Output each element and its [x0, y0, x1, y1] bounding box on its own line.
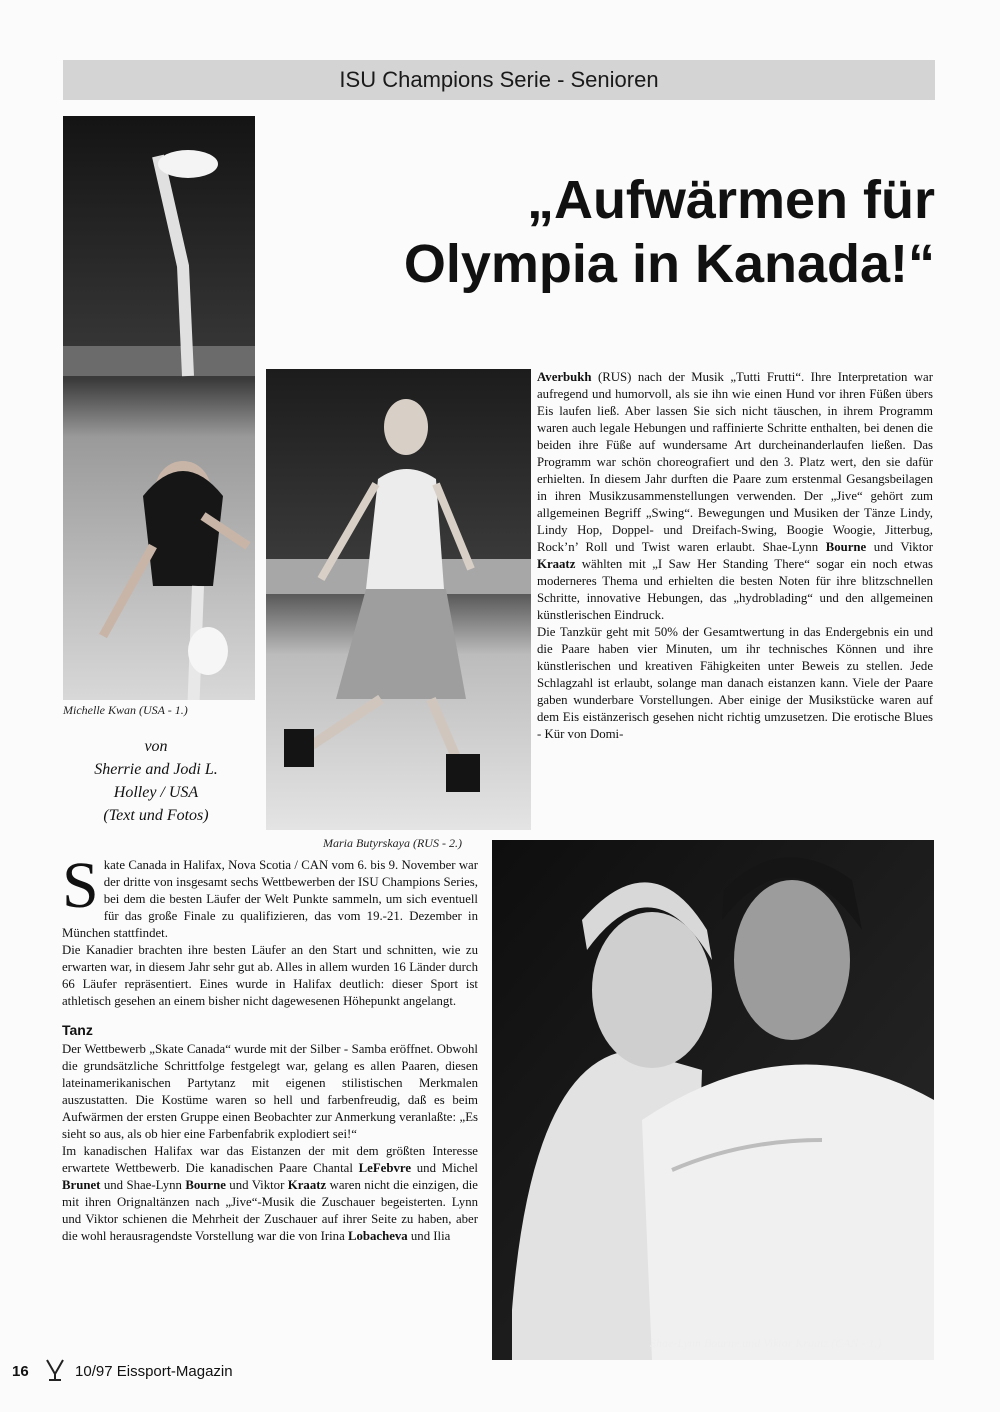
article-right-paragraph-1 — [537, 369, 933, 624]
byline-line-2: Sherrie and Jodi L. — [94, 761, 218, 778]
text-segment: und Viktor — [866, 540, 933, 554]
article-right-column — [537, 369, 933, 743]
headline-line-2: Olympia in Kanada!“ — [403, 234, 935, 294]
name-brunet: Brunet — [62, 1178, 101, 1192]
name-averbukh: Averbukh — [537, 370, 592, 384]
caption-photo-2: Maria Butyrskaya (RUS - 2.) — [323, 836, 462, 850]
issue-label: 10/97 Eissport-Magazin — [75, 1363, 233, 1380]
name-bourne: Bourne — [825, 540, 867, 554]
byline — [66, 735, 246, 827]
name-bourne: Bourne — [185, 1178, 226, 1192]
article-paragraph-2: Die Kanadier brachten ihre besten Läufer an den Start und schnitten, wie zu erwarten war, in diesem Jahr sehr gut ab. Alles in allem wurden 16 Länder durch 66 Läufer repräsentiert. Eines wurde in Halifax deutlich: dieser Sport ist athletisch gesehen an einem bisher nicht dagewesenen Höhepunkt angelangt. — [62, 943, 478, 1008]
article-paragraph-3: Der Wettbewerb „Skate Canada“ wurde mit der Silber - Samba eröffnet. Obwohl die grundsätzliche Schrittfolge festgelegt war, gelang es allen Paaren, diesen lateinamerikanischen Partytanz mit eigenen stilistischen Merkmalen auszustatten. Die Kostüme waren so hell und farbenfreudig, daß es beim Aufwärmen der ersten Gruppe einen Beobachter zur Anmerkung veranlaßte: „Es sieht so aus, als ob hier eine Farbenfabrik explodiert sei!“ — [62, 1042, 478, 1141]
text-segment: kate Canada in Halifax, Nova Scotia / CAN vom 6. bis 9. November war der dritte von insgesamt sechs Wettbewerben der ISU Champions Series, bei dem die besten Läufer der Welt Punkte sammeln, um sich eventuell für das große Finale zu qualifizieren, das vom 19.-21. Dezember in München stattfindet. — [62, 858, 478, 940]
footer — [12, 1358, 233, 1386]
byline-line-4: (Text und Fotos) — [103, 807, 209, 824]
text-segment: und Shae-Lynn — [100, 1178, 186, 1192]
photo-michelle-kwan — [63, 116, 255, 700]
headline-line-1: „Aufwärmen für — [526, 170, 935, 230]
photo-maria-butyrskaya — [266, 369, 531, 830]
name-lefebvre: LeFebvre — [358, 1161, 411, 1175]
name-kraatz: Kraatz — [537, 557, 576, 571]
name-lobacheva: Lobacheva — [347, 1229, 408, 1243]
byline-line-1: von — [144, 738, 168, 755]
article-intro — [62, 849, 478, 942]
text-segment: waren nicht die einzigen, die mit ihren Orignaltänzen nach „Jive“-Musik die Zuschauer begeisterten. Lynn und Viktor schienen die Mehrheit der Zuschauer auf ihrer Seite zu haben, aber die wohl herausragendste Vorstellung war die von Irina — [62, 1178, 478, 1243]
photo-bourne-kraatz — [492, 840, 934, 1360]
caption-photo-3: Shae-Lynn Bourne und Viktor Kraatz (CAN - 1.) — [650, 1336, 882, 1350]
text-segment: und Ilia — [407, 1229, 451, 1243]
article-paragraph-4 — [62, 1143, 478, 1245]
name-kraatz: Kraatz — [287, 1178, 327, 1192]
magazine-logo-icon — [45, 1358, 65, 1386]
dropcap: S — [62, 849, 99, 922]
article-right-paragraph-2: Die Tanzkür geht mit 50% der Gesamtwertung in das Endergebnis ein und die Paare haben vier Minuten, um ihr technisches Können und ihre künstlerischen und kreativen Fähigkeiten unter Beweis zu stellen. Jede Schlagzahl ist erlaubt, solange man danach eistanzen kann. Viele der Paare gaben wunderbare Vorstellungen. Aber einige der Musikstücke waren auf dem Eis eistänzerisch gesehen nicht richtig umzusetzen. Die erotische Blues - Kür von Domi- — [537, 625, 933, 741]
headline — [285, 168, 935, 296]
text-segment: wählten mit „I Saw Her Standing There“ sogar ein noch etwas moderneres Thema und erhielten die besten Noten für ihre blitzschnellen Schritte, innovative Hebungen, das „hydroblading“ und den allgemeinen künstlerischen Eindruck. — [537, 557, 933, 622]
text-segment: Im kanadischen Halifax war das Eistanzen der mit dem größten Interesse erwartete Wettbewerb. Die kanadischen Paare Chantal — [62, 1144, 478, 1175]
text-segment: und Michel — [411, 1161, 478, 1175]
byline-line-3: Holley / USA — [113, 784, 199, 801]
caption-photo-1: Michelle Kwan (USA - 1.) — [63, 703, 188, 717]
section-header: ISU Champions Serie - Senioren — [63, 60, 935, 100]
article-left-column — [62, 849, 478, 1245]
subhead-tanz: Tanz — [62, 1022, 93, 1038]
text-segment: (RUS) nach der Musik „Tutti Frutti“. Ihre Interpretation war aufregend und humorvoll, als sie ihn wie einen Hund vor ihren Füßen übers Eis laufen ließ. Aber lassen Sie sich nicht täuschen, in ihrem Programm waren auch legale Hebungen und raffinierte Schritte enthalten, bei denen die beiden ihre Füße auf wundersame Art durcheinanderlaufen ließen. Das Programm war schön choreografiert und den 3. Platz wert, den sie dafür erhielten. In diesem Jahr durften die Paare zum erstenmal Gesangsbeilagen in ihren Musikzusammenstellungen verwenden. Der „Jive“ gehört zum allgemeinen Begriff „Swing“. Bewegungen und Musiken der Tänze Lindy, Lindy Hop, Doppel- und Dreifach-Swing, Boogie Woogie, Jitterbug, Rock’n’ Roll und Twist waren erlaubt. Shae-Lynn — [537, 370, 933, 554]
page-number: 16 — [12, 1363, 29, 1380]
text-segment: und Viktor — [225, 1178, 288, 1192]
